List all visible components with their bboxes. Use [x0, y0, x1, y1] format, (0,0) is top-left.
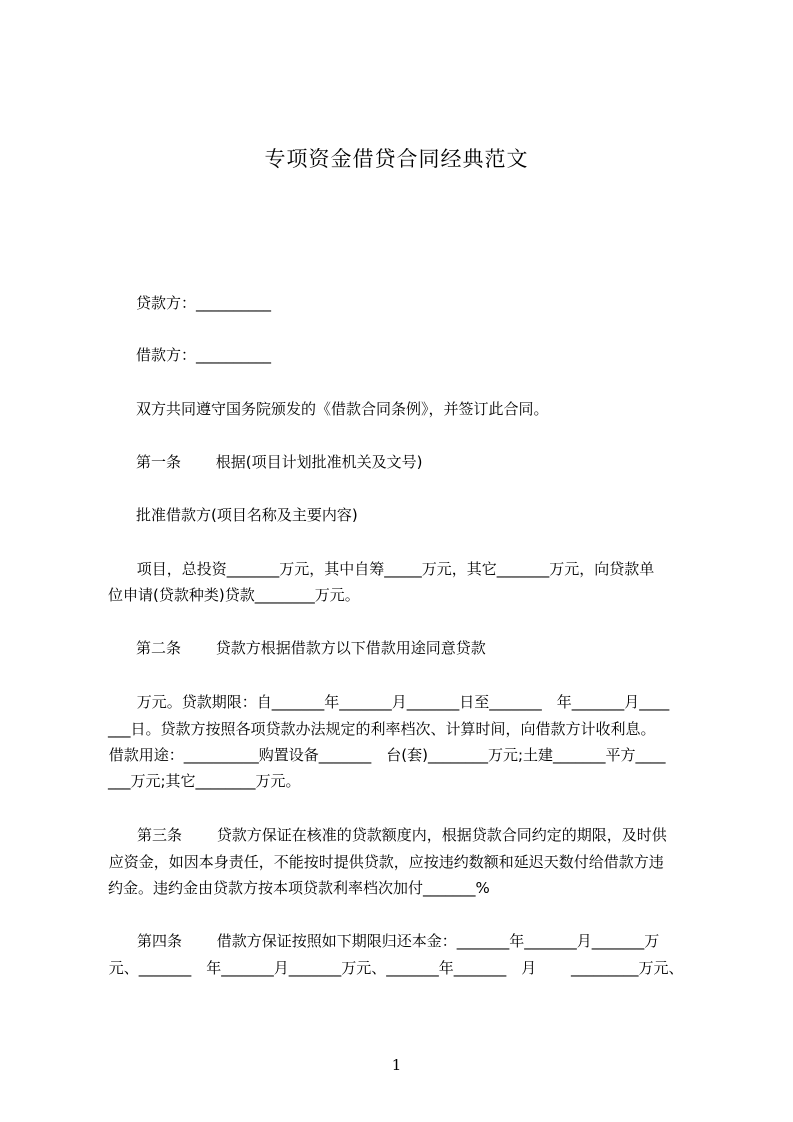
borrower-line: 借款方：__________ [136, 346, 272, 364]
article-1-project-line: 项目，总投资_______万元，其中自筹_____万元，其它_______万元，向贷款单 [132, 560, 655, 578]
article-1-approval-line: 批准借款方(项目名称及主要内容) [136, 506, 358, 524]
article-1-heading: 第一条 根据(项目计划批准机关及文号) [136, 453, 423, 471]
article-4-line-2: 元、_______ 年_______月_______万元、_______年_______ 月 _________万元、 [104, 959, 684, 977]
article-1-loan-line: 位申请(贷款种类)贷款________万元。 [108, 586, 360, 604]
article-2-interest-line: ___日。贷款方按照各项贷款办法规定的利率档次、计算时间，向借款方计收利息。 [108, 720, 656, 738]
article-4-line-1: 第四条 借款方保证按照如下期限归还本金：_______年_______月_______万 [122, 932, 660, 950]
article-2-term-line: 万元。贷款期限：自_______年_______月_______日至_______ 年_______月____ [132, 693, 670, 711]
page-number: 1 [391, 1056, 402, 1074]
lender-line: 贷款方：__________ [136, 294, 272, 312]
article-3-line-1: 第三条 贷款方保证在核准的贷款额度内，根据贷款合同约定的期限，及时供 [122, 826, 667, 844]
article-2-purpose-line: 借款用途：__________购置设备_______ 台(套)________万元;土建_______平方____ [104, 746, 666, 764]
article-3-line-2: 应资金，如因本身责任，不能按时提供贷款，应按违约数额和延迟天数付给借款方违 [104, 853, 664, 871]
document-title: 专项资金借贷合同经典范文 [264, 147, 529, 171]
preamble-paragraph: 双方共同遵守国务院颁发的《借款合同条例》，并签订此合同。 [136, 400, 549, 418]
article-3-line-3: 约金。违约金由贷款方按本项贷款利率档次加付_______% [108, 879, 490, 897]
article-2-heading: 第二条 贷款方根据借款方以下借款用途同意贷款 [136, 639, 486, 657]
article-2-other-line: ___万元;其它________万元。 [108, 772, 301, 790]
